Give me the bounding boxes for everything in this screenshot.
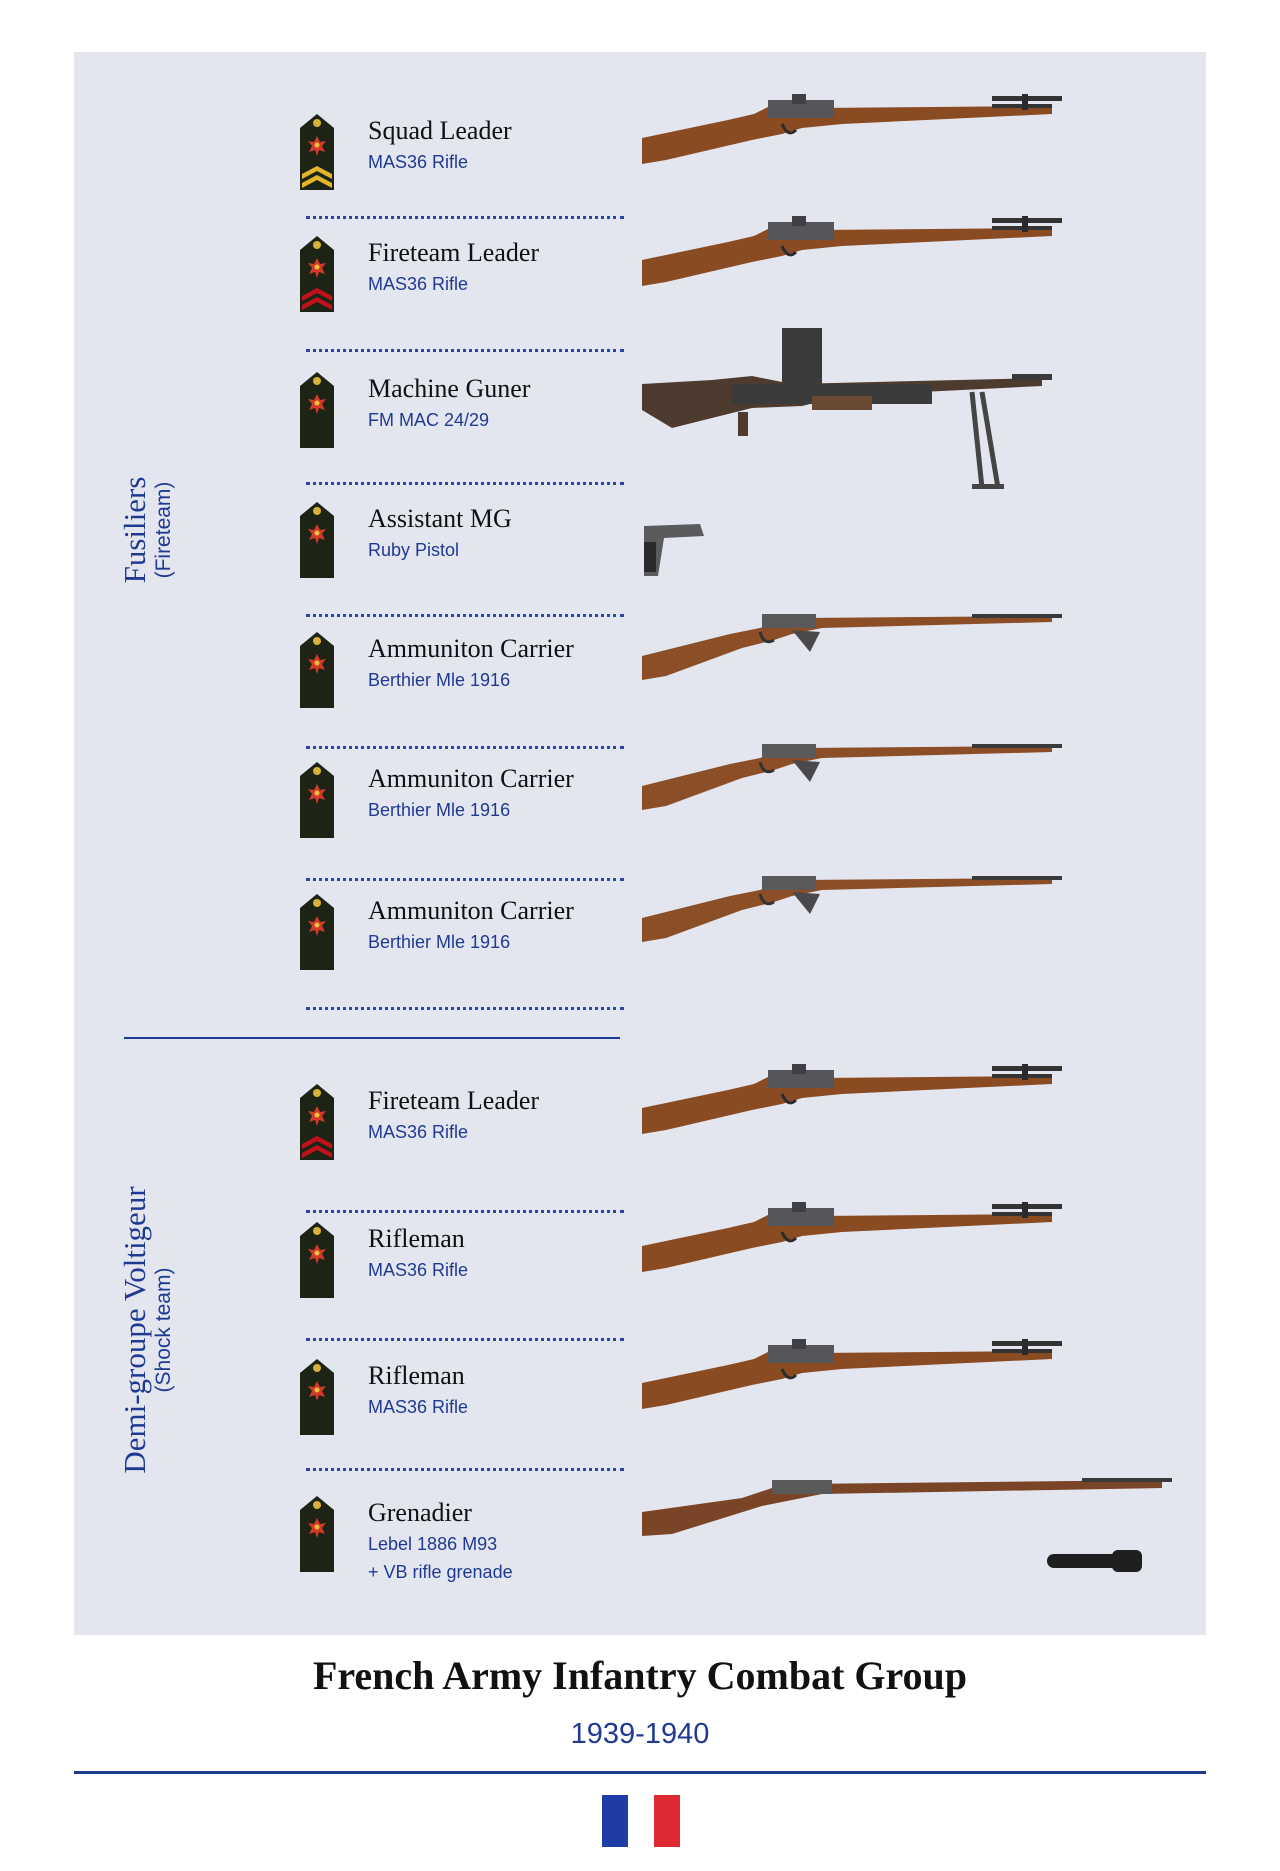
rank-insignia-icon — [300, 1359, 334, 1435]
rank-insignia-icon — [300, 1222, 334, 1298]
page-subtitle-years: 1939-1940 — [570, 1718, 710, 1750]
page-title: French Army Infantry Combat Group — [312, 1653, 968, 1698]
rank-insignia-icon — [300, 502, 334, 578]
rank-insignia-icon — [300, 236, 334, 312]
role-name: Ammuniton Carrier — [368, 896, 574, 925]
role-name: Rifleman — [368, 1224, 465, 1253]
weapon-extra: + VB rifle grenade — [368, 1562, 513, 1582]
mas36-rifle-icon — [642, 94, 1062, 168]
rank-insignia-icon — [300, 632, 334, 708]
row-divider — [306, 482, 624, 485]
role-name: Fireteam Leader — [368, 1086, 540, 1115]
role-name: Rifleman — [368, 1361, 465, 1390]
role-name: Ammuniton Carrier — [368, 634, 574, 663]
row-divider — [306, 349, 624, 352]
row-divider — [306, 614, 624, 617]
weapon-name: Ruby Pistol — [368, 540, 460, 560]
rank-insignia-icon — [300, 114, 334, 190]
weapon-name: Lebel 1886 M93 — [368, 1534, 498, 1554]
role-name: Grenadier — [368, 1498, 472, 1527]
group-title: Fusiliers — [117, 476, 152, 584]
row-divider — [306, 1007, 624, 1010]
weapon-name: FM MAC 24/29 — [368, 410, 490, 430]
rank-insignia-icon — [300, 894, 334, 970]
berthier-carbine-icon — [642, 874, 1062, 944]
weapon-name: Berthier Mle 1916 — [368, 670, 511, 690]
row-divider — [306, 878, 624, 881]
role-name: Squad Leader — [368, 116, 512, 145]
weapon-name: Berthier Mle 1916 — [368, 800, 511, 820]
flag-stripe — [654, 1795, 680, 1847]
light-machine-gun-icon — [642, 328, 1052, 493]
row-divider — [306, 1468, 624, 1471]
berthier-carbine-icon — [642, 742, 1062, 812]
weapon-name: MAS36 Rifle — [368, 1397, 469, 1417]
roster-row — [300, 488, 1160, 608]
weapon-name: MAS36 Rifle — [368, 1260, 469, 1280]
french-flag-icon — [602, 1795, 680, 1847]
berthier-carbine-icon — [642, 612, 1062, 682]
weapon-name: MAS36 Rifle — [368, 152, 469, 172]
row-divider — [306, 216, 624, 219]
group-subtitle: (Shock team) — [152, 1267, 175, 1393]
flag-stripe — [628, 1795, 654, 1847]
group-label-fusiliers — [118, 230, 198, 830]
row-divider — [306, 746, 624, 749]
role-name: Assistant MG — [368, 504, 512, 533]
rank-insignia-icon — [300, 372, 334, 448]
weapon-name: Berthier Mle 1916 — [368, 932, 511, 952]
role-name: Ammuniton Carrier — [368, 764, 574, 793]
footer-rule — [74, 1771, 1206, 1774]
pistol-icon — [644, 520, 708, 578]
group-title: Demi-groupe Voltigeur — [117, 1186, 152, 1474]
rank-insignia-icon — [300, 1084, 334, 1160]
role-name: Machine Guner — [368, 374, 531, 403]
mas36-rifle-icon — [642, 1202, 1062, 1276]
lebel-rifle-with-grenade-icon — [642, 1474, 1172, 1574]
row-divider — [306, 1338, 624, 1341]
weapon-name: MAS36 Rifle — [368, 274, 469, 294]
role-name: Fireteam Leader — [368, 238, 540, 267]
group-divider — [124, 1037, 620, 1039]
mas36-rifle-icon — [642, 216, 1062, 290]
mas36-rifle-icon — [642, 1339, 1062, 1413]
weapon-name: MAS36 Rifle — [368, 1122, 469, 1142]
row-divider — [306, 1210, 624, 1213]
mas36-rifle-icon — [642, 1064, 1062, 1138]
rank-insignia-icon — [300, 762, 334, 838]
rank-insignia-icon — [300, 1496, 334, 1572]
group-label-voltigeur — [118, 1030, 198, 1630]
group-subtitle: (Fireteam) — [152, 481, 175, 579]
flag-stripe — [602, 1795, 628, 1847]
